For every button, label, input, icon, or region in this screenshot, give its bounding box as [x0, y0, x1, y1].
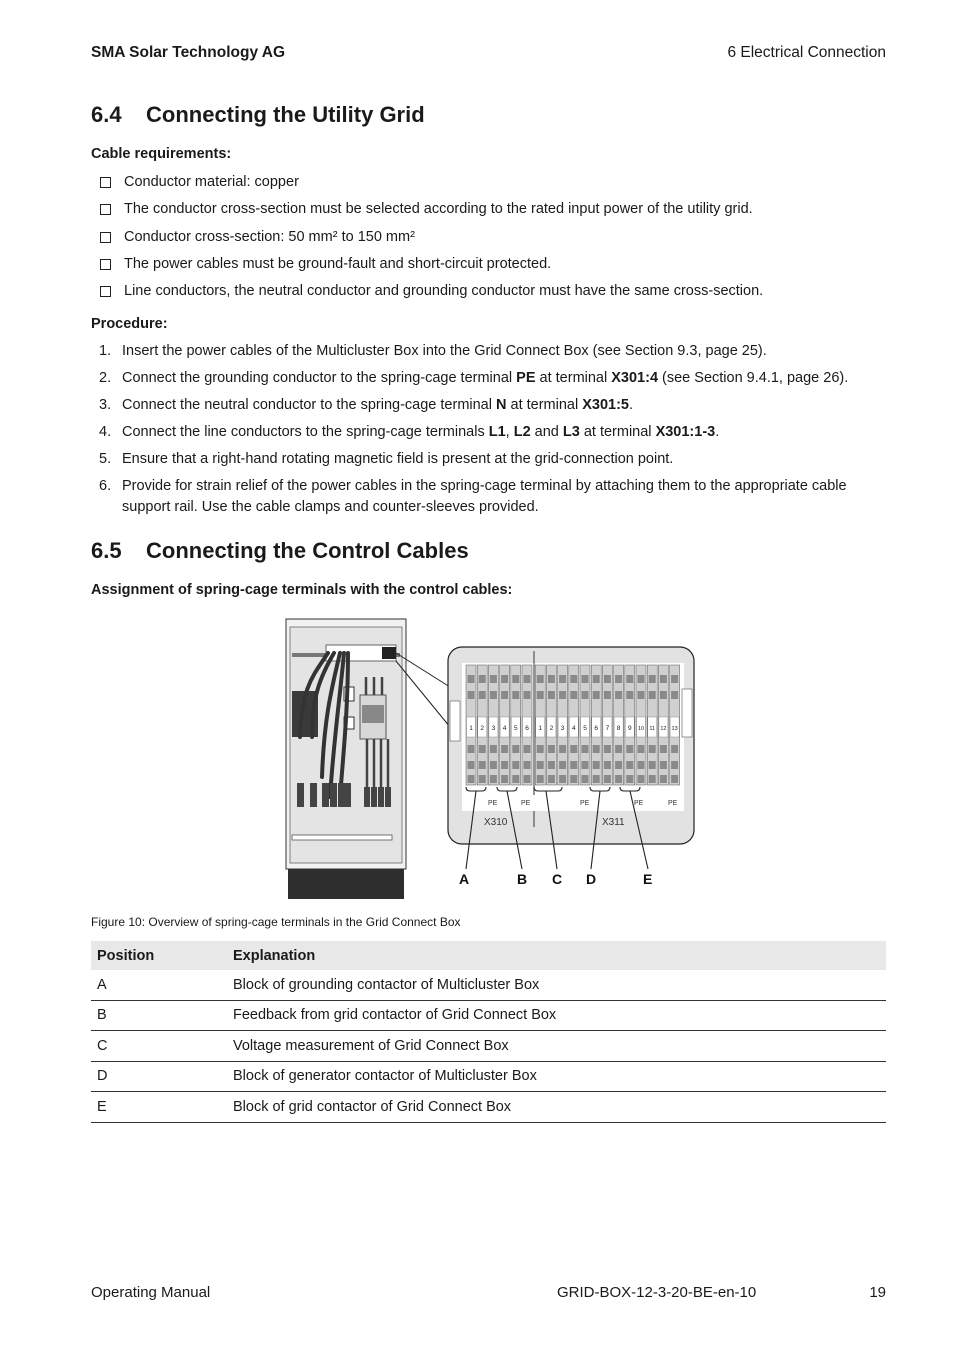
step-text-bold: L2 — [513, 424, 531, 440]
checkbox-square-icon — [100, 177, 111, 188]
terminal-number: 6 — [594, 725, 599, 732]
requirement-item — [99, 199, 889, 226]
terminal-clamp — [468, 761, 475, 769]
requirement-item — [99, 172, 889, 199]
cell-position: B — [91, 1000, 227, 1031]
terminal-clamp — [468, 745, 475, 753]
terminal-clamp — [626, 775, 633, 783]
terminal-clamp — [501, 775, 508, 783]
procedure-label: Procedure: — [91, 316, 168, 332]
terminal-number: 2 — [480, 725, 485, 732]
terminal-clamp — [660, 775, 667, 783]
requirements-list — [99, 172, 889, 308]
step-text — [122, 341, 767, 362]
terminal-clamp — [604, 775, 611, 783]
terminal-clamp — [570, 675, 577, 683]
terminal-clamp — [479, 745, 486, 753]
step-number: 5. — [99, 451, 112, 467]
terminal-clamp — [638, 775, 645, 783]
step-number: 1. — [99, 343, 112, 359]
table-row — [91, 1031, 886, 1062]
assignment-label: Assignment of spring-cage terminals with the control cables: — [91, 582, 513, 598]
terminal-clamp — [490, 675, 497, 683]
terminal-clamp — [559, 675, 566, 683]
step-text-bold: X301:4 — [611, 370, 659, 386]
terminal-clamp — [649, 775, 656, 783]
cell-explanation: Block of grounding contactor of Multicluster Box — [227, 970, 886, 1000]
terminal-clamp — [537, 675, 544, 683]
cell-position: C — [91, 1031, 227, 1062]
terminal-clamp — [582, 691, 589, 699]
terminal-clamp — [615, 691, 622, 699]
checkbox-square-icon — [100, 204, 111, 215]
terminal-clamp — [582, 745, 589, 753]
terminal-number: 13 — [671, 726, 678, 732]
terminal-clamp — [570, 745, 577, 753]
terminal-clamp — [604, 675, 611, 683]
checkbox-square-icon — [100, 259, 111, 270]
callout-b: B — [517, 871, 528, 887]
callout-c: C — [552, 871, 563, 887]
terminal-clamp — [501, 761, 508, 769]
terminal-clamp — [512, 761, 519, 769]
terminal-clamp — [468, 691, 475, 699]
terminal-clamp — [593, 675, 600, 683]
step-text-bold: X301:5 — [582, 397, 629, 413]
step-text-bold: N — [496, 397, 507, 413]
step-text — [122, 476, 889, 517]
step-text-bold: L3 — [562, 424, 580, 440]
callout-e: E — [643, 871, 653, 887]
procedure-step — [99, 341, 889, 362]
step-text-bold: L1 — [488, 424, 506, 440]
terminal-clamp — [660, 761, 667, 769]
terminal-clamp — [537, 745, 544, 753]
step-text — [122, 368, 848, 389]
terminal-clamp — [501, 745, 508, 753]
terminal-clamp — [615, 675, 622, 683]
step-text — [122, 422, 719, 443]
terminal-clamp — [559, 691, 566, 699]
terminal-clamp — [671, 745, 678, 753]
step-text-part: at terminal — [535, 370, 612, 386]
footer-page-number: 19 — [869, 1284, 886, 1301]
terminal-number: 6 — [525, 725, 529, 732]
requirement-text: The conductor cross-section must be selected according to the rated input power of the utility grid. — [124, 201, 753, 218]
procedure-step — [99, 449, 889, 470]
terminal-number: 8 — [616, 725, 621, 732]
terminal-number: 2 — [549, 725, 554, 732]
terminal-clamp — [615, 745, 622, 753]
terminal-clamp — [604, 691, 611, 699]
cabinet-illustration — [286, 619, 406, 899]
terminal-clamp — [468, 675, 475, 683]
step-number: 4. — [99, 424, 112, 440]
terminal-clamp — [626, 675, 633, 683]
section-6-4-heading — [91, 102, 425, 128]
terminal-clamp — [570, 775, 577, 783]
terminal-clamp — [548, 691, 555, 699]
pe-label: PE — [668, 800, 678, 807]
terminal-clamp — [479, 761, 486, 769]
procedure-steps — [99, 341, 889, 524]
terminal-clamp — [582, 775, 589, 783]
terminal-clamp — [570, 691, 577, 699]
terminal-clamp — [548, 775, 555, 783]
terminal-clamp — [501, 691, 508, 699]
step-text-part: Connect the grounding conductor to the spring-cage terminal — [122, 370, 517, 386]
terminal-clamp — [649, 675, 656, 683]
terminal-clamp — [660, 745, 667, 753]
section-number: 6.5 — [91, 538, 122, 563]
terminal-clamp — [593, 691, 600, 699]
terminal-clamp — [582, 675, 589, 683]
terminal-clamp — [512, 675, 519, 683]
terminal-clamp — [649, 691, 656, 699]
step-text-part: Connect the neutral conductor to the spring-cage terminal — [122, 397, 496, 413]
step-number: 6. — [99, 478, 112, 494]
terminal-number: 5 — [513, 725, 518, 732]
terminal-clamp — [638, 745, 645, 753]
terminal-clamp — [512, 745, 519, 753]
col-position: Position — [91, 941, 227, 970]
terminal-clamp — [649, 745, 656, 753]
terminal-clamp — [593, 761, 600, 769]
x310-label: X310 — [484, 817, 508, 828]
checkbox-square-icon — [100, 232, 111, 243]
terminal-clamp — [524, 691, 531, 699]
cell-position: E — [91, 1092, 227, 1123]
terminal-clamp — [490, 691, 497, 699]
table-row — [91, 1061, 886, 1092]
checkbox-square-icon — [100, 286, 111, 297]
terminal-clamp — [671, 761, 678, 769]
terminal-clamp — [524, 761, 531, 769]
terminal-clamp — [593, 745, 600, 753]
terminal-overview-figure — [282, 617, 702, 900]
pe-label: PE — [580, 800, 590, 807]
terminal-clamp — [537, 691, 544, 699]
terminal-clamp — [548, 745, 555, 753]
terminal-number: 4 — [502, 725, 507, 732]
terminal-number: 3 — [560, 725, 565, 732]
terminal-number: 11 — [649, 726, 656, 732]
step-text-bold: PE — [516, 370, 536, 386]
terminal-clamp — [524, 775, 531, 783]
terminal-clamp — [524, 745, 531, 753]
terminal-number: 4 — [571, 725, 576, 732]
terminal-number: 1 — [538, 725, 543, 732]
table-row — [91, 970, 886, 1000]
terminal-clamp — [671, 675, 678, 683]
cell-explanation: Voltage measurement of Grid Connect Box — [227, 1031, 886, 1062]
callout-d: D — [586, 871, 597, 887]
header-chapter: 6 Electrical Connection — [727, 44, 886, 61]
step-text-part: , — [505, 424, 514, 440]
requirement-item — [99, 227, 889, 254]
cell-explanation: Feedback from grid contactor of Grid Connect Box — [227, 1000, 886, 1031]
procedure-step — [99, 422, 889, 443]
step-text-part: . — [715, 424, 720, 440]
terminal-clamp — [559, 761, 566, 769]
requirement-item — [99, 254, 889, 281]
position-table — [91, 941, 886, 1123]
x311-label: X311 — [602, 817, 625, 828]
requirement-item — [99, 281, 889, 308]
terminal-clamp — [559, 745, 566, 753]
terminal-clamp — [512, 775, 519, 783]
terminal-clamp — [537, 775, 544, 783]
terminal-block-detail — [448, 647, 694, 844]
requirement-text: Line conductors, the neutral conductor and grounding conductor must have the same cross-section. — [124, 283, 764, 300]
terminal-clamp — [604, 761, 611, 769]
procedure-step — [99, 395, 889, 416]
terminal-clamp — [479, 691, 486, 699]
section-title: Connecting the Utility Grid — [146, 102, 425, 127]
requirement-text: Conductor cross-section: 50 mm² to 150 mm² — [124, 228, 415, 245]
step-text — [122, 449, 673, 470]
terminal-clamp — [512, 691, 519, 699]
terminal-clamp — [660, 675, 667, 683]
terminal-clamp — [660, 691, 667, 699]
step-number: 2. — [99, 370, 112, 386]
terminal-clamp — [638, 675, 645, 683]
cable-requirements-label: Cable requirements: — [91, 146, 232, 162]
terminal-clamp — [490, 745, 497, 753]
header-company: SMA Solar Technology AG — [91, 44, 286, 61]
step-text-part: at terminal — [506, 397, 583, 413]
cell-explanation: Block of grid contactor of Grid Connect Box — [227, 1092, 886, 1123]
terminal-clamp — [490, 761, 497, 769]
section-number: 6.4 — [91, 102, 122, 127]
terminal-clamp — [615, 775, 622, 783]
terminal-clamp — [615, 761, 622, 769]
step-text-part: at terminal — [579, 424, 656, 440]
requirement-text: The power cables must be ground-fault and short-circuit protected. — [124, 255, 552, 272]
terminal-number: 9 — [627, 725, 632, 732]
step-text-part: Connect the line conductors to the spring-cage terminals — [122, 424, 489, 440]
terminal-clamp — [582, 761, 589, 769]
pe-label: PE — [488, 800, 498, 807]
step-text-bold: X301:1-3 — [655, 424, 716, 440]
terminal-clamp — [626, 745, 633, 753]
terminal-number: 7 — [605, 725, 610, 732]
table-header-row — [91, 941, 886, 970]
step-text-part: Insert the power cables of the Multicluster Box into the Grid Connect Box (see Section 9.3, page 25). — [122, 343, 767, 359]
step-text-part: (see Section 9.4.1, page 26). — [658, 370, 849, 386]
cell-position: D — [91, 1061, 227, 1092]
procedure-step — [99, 368, 889, 389]
cell-explanation: Block of generator contactor of Multicluster Box — [227, 1061, 886, 1092]
terminal-clamp — [671, 775, 678, 783]
terminal-number: 3 — [491, 725, 496, 732]
terminal-clamp — [524, 675, 531, 683]
terminal-clamp — [649, 761, 656, 769]
table-row — [91, 1092, 886, 1123]
terminal-clamp — [537, 761, 544, 769]
table-row — [91, 1000, 886, 1031]
section-title: Connecting the Control Cables — [146, 538, 469, 563]
requirement-text: Conductor material: copper — [124, 174, 299, 190]
terminal-clamp — [479, 675, 486, 683]
terminal-clamp — [604, 745, 611, 753]
pe-label: PE — [521, 800, 531, 807]
step-text-part: . — [629, 397, 634, 413]
footer-doc-id: GRID-BOX-12-3-20-BE-en-10 — [557, 1284, 757, 1301]
procedure-step — [99, 476, 889, 517]
col-explanation: Explanation — [227, 941, 886, 970]
footer-manual: Operating Manual — [91, 1284, 211, 1301]
step-number: 3. — [99, 397, 112, 413]
step-text-part: Ensure that a right-hand rotating magnetic field is present at the grid-connection point. — [122, 451, 674, 467]
pe-label: PE — [634, 800, 644, 807]
figure-caption: Figure 10: Overview of spring-cage terminals in the Grid Connect Box — [91, 915, 461, 929]
terminal-clamp — [548, 761, 555, 769]
terminal-number: 5 — [583, 725, 587, 732]
terminal-clamp — [626, 761, 633, 769]
step-text-part: and — [530, 424, 563, 440]
terminal-number: 12 — [660, 726, 667, 732]
terminal-clamp — [593, 775, 600, 783]
terminal-clamp — [548, 675, 555, 683]
step-text — [122, 395, 633, 416]
terminal-clamp — [490, 775, 497, 783]
terminal-clamp — [626, 691, 633, 699]
terminal-number: 10 — [637, 726, 645, 732]
terminal-clamp — [638, 761, 645, 769]
section-6-5-heading — [91, 538, 469, 564]
terminal-clamp — [559, 775, 566, 783]
terminal-clamp — [671, 691, 678, 699]
step-text-part: Provide for strain relief of the power cables in the spring-cage terminal by attaching them to the appropriate cable support rail. Use the cable clamps and counter-sleeves provided. — [122, 478, 847, 515]
terminal-clamp — [570, 761, 577, 769]
terminal-clamp — [638, 691, 645, 699]
terminal-number: 1 — [469, 725, 473, 732]
callout-a: A — [459, 871, 470, 887]
cell-position: A — [91, 970, 227, 1000]
terminal-clamp — [479, 775, 486, 783]
terminal-clamp — [501, 675, 508, 683]
terminal-clamp — [468, 775, 475, 783]
